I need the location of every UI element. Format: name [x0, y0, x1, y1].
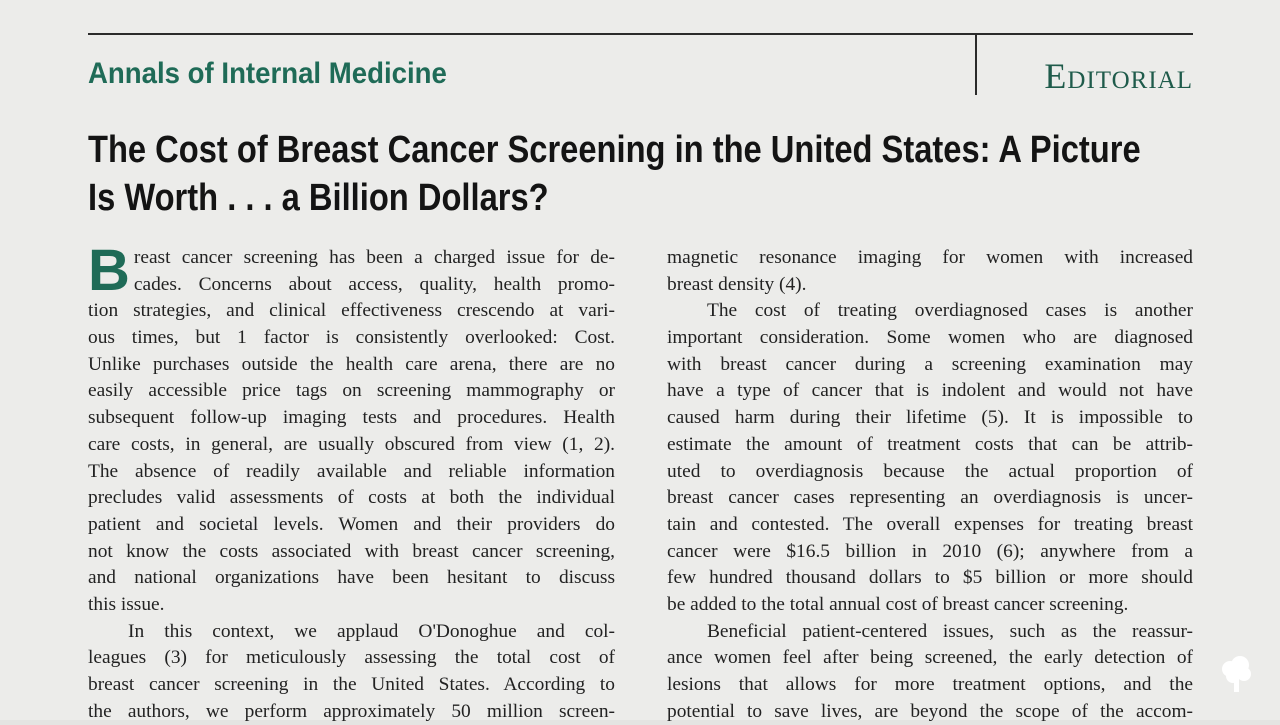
text-line: Unlike purchases outside the health care arena, there are no — [88, 353, 615, 375]
text-line: The absence of readily available and reliable information — [88, 460, 615, 482]
title-line: The Cost of Breast Cancer Screening in the United States: A Picture — [88, 129, 1141, 171]
text-line: subsequent follow-up imaging tests and procedures. Health — [88, 407, 615, 429]
tree-icon — [1218, 655, 1254, 695]
text-line: important consideration. Some women who are diagnosed — [667, 327, 1193, 349]
text-line: patient and societal levels. Women and their providers do — [88, 513, 615, 535]
text-line: precludes valid assessments of costs at both the individual — [88, 487, 615, 509]
text-line: leagues (3) for meticulously assessing the total cost of — [88, 647, 615, 669]
right-column — [667, 245, 1193, 725]
text-line: few hundred thousand dollars to $5 billion or more should — [667, 567, 1193, 589]
text-line: breast density (4). — [667, 273, 807, 295]
text-line: tion strategies, and clinical effectiveness crescendo at vari- — [88, 300, 615, 322]
text-line: estimate the amount of treatment costs that can be attrib- — [667, 433, 1193, 455]
text-line: ance women feel after being screened, the early detection of — [667, 647, 1193, 669]
text-line: with breast cancer during a screening examination may — [667, 353, 1193, 375]
text-line: not know the costs associated with breast cancer screening, — [88, 540, 615, 562]
left-column — [88, 238, 615, 725]
text-line: potential to save lives, are beyond the scope of the accom- — [667, 700, 1193, 722]
text-line: The cost of treating overdiagnosed cases is another — [707, 300, 1193, 322]
text-line: caused harm during their lifetime (5). It is impossible to — [667, 407, 1193, 429]
text-line: ous times, but 1 factor is consistently overlooked: Cost. — [88, 327, 615, 349]
text-line: tain and contested. The overall expenses for treating breast — [667, 513, 1193, 535]
text-line: the authors, we perform approximately 50 million screen- — [88, 700, 615, 722]
header-divider — [975, 35, 977, 95]
text-line: reast cancer screening has been a charged issue for de- — [133, 247, 615, 268]
text-line: In this context, we applaud O'Donoghue and col- — [128, 620, 615, 642]
text-line: have a type of cancer that is indolent and would not have — [667, 380, 1193, 402]
text-line: easily accessible price tags on screening mammography or — [88, 380, 615, 402]
text-line: cancer were $16.5 billion in 2010 (6); anywhere from a — [667, 540, 1193, 562]
text-line: care costs, in general, are usually obscured from view (1, 2). — [88, 433, 615, 455]
text-line: this issue. — [88, 593, 165, 615]
text-line: lesions that allows for more treatment options, and the — [667, 674, 1193, 695]
header-rule — [88, 33, 1193, 35]
journal-name: Annals of Internal Medicine — [88, 57, 447, 90]
text-line: and national organizations have been hesitant to discuss — [88, 567, 615, 589]
text-line: uted to overdiagnosis because the actual proportion of — [667, 460, 1193, 482]
title-line: Is Worth . . . a Billion Dollars? — [88, 177, 549, 219]
article-title — [88, 126, 1141, 222]
text-line: breast cancer cases representing an overdiagnosis is uncer- — [667, 487, 1193, 509]
text-line: be added to the total annual cost of breast cancer screening. — [667, 593, 1129, 615]
text-line: breast cancer screening in the United States. According to — [88, 674, 615, 695]
text-line: cades. Concerns about access, quality, health promo- — [133, 273, 615, 295]
text-line: Beneficial patient-centered issues, such as the reassur- — [707, 620, 1193, 642]
text-line: magnetic resonance imaging for women with increased — [667, 247, 1193, 268]
drop-cap: B — [88, 238, 130, 303]
section-label: Editorial — [1044, 56, 1193, 96]
